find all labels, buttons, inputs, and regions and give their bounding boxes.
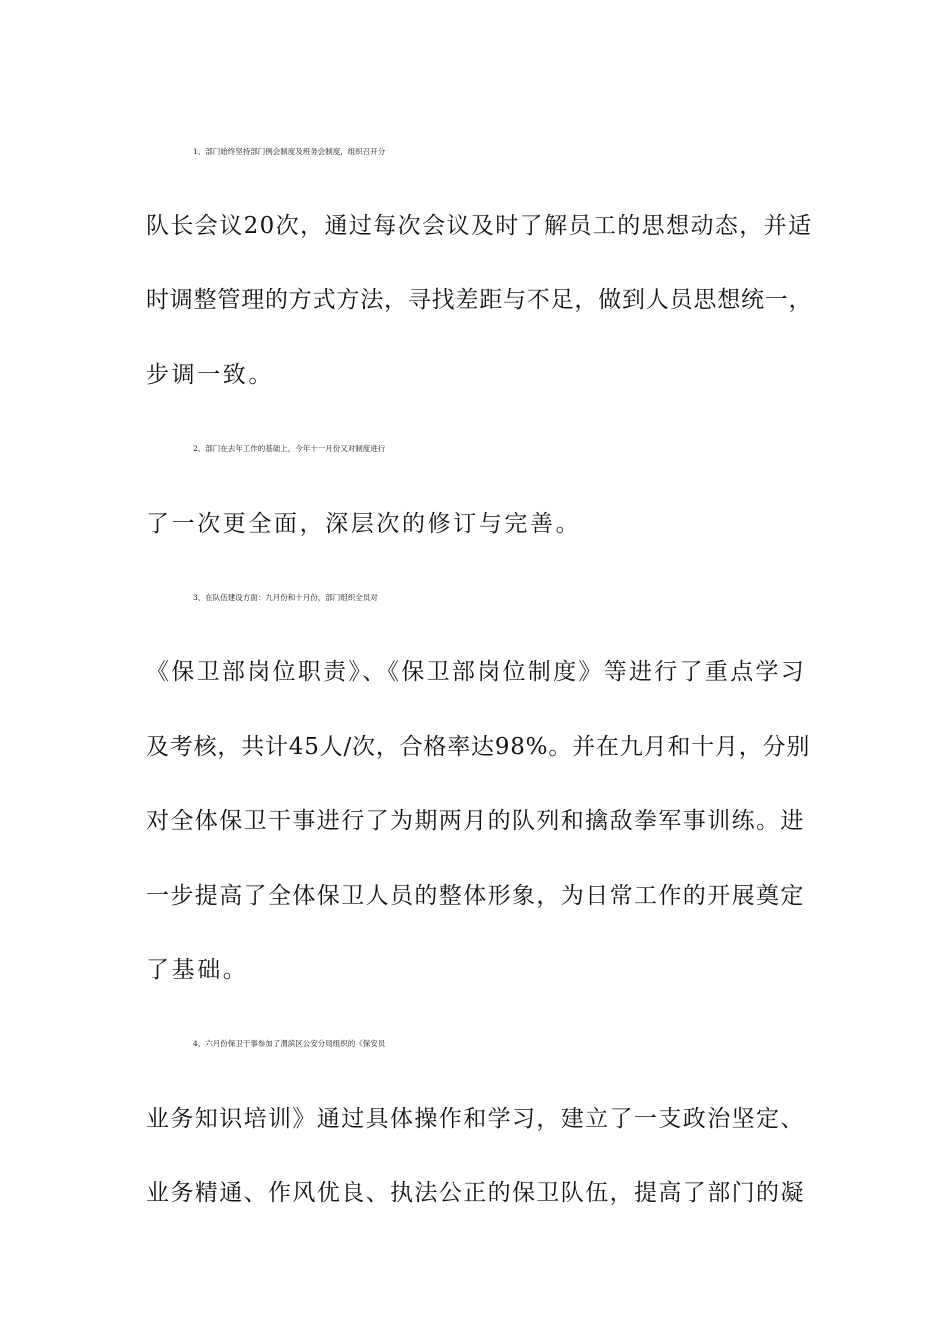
paragraph-1-line-4: 步调一致。 xyxy=(146,362,274,388)
paragraph-1-line-2: 队长会议20次，通过每次会议及时了解员工的思想动态，并适 xyxy=(146,213,813,239)
paragraph-1-line-1: 1、部门始终坚持部门例会制度及班务会制度，组织召开分 xyxy=(193,147,386,156)
paragraph-3-line-2: 《保卫部岗位职责》、《保卫部岗位制度》等进行了重点学习 xyxy=(146,659,807,685)
paragraph-3-line-6: 了基础。 xyxy=(146,957,249,983)
paragraph-4-line-3: 业务精通、作风优良、执法公正的保卫队伍，提高了部门的凝 xyxy=(146,1180,805,1206)
paragraph-2-line-2: 了一次更全面，深层次的修订与完善。 xyxy=(146,511,582,537)
paragraph-3-line-4: 对全体保卫干事进行了为期两月的队列和擒敌拳军事训练。进 xyxy=(146,808,805,834)
paragraph-2-line-1: 2、部门在去年工作的基础上，今年十一月份又对制度进行 xyxy=(193,444,386,453)
paragraph-3-line-5: 一步提高了全体保卫人员的整体形象，为日常工作的开展奠定 xyxy=(146,883,805,909)
paragraph-4-line-2: 业务知识培训》通过具体操作和学习，建立了一支政治坚定、 xyxy=(146,1106,805,1132)
paragraph-3-line-3: 及考核，共计45人/次，合格率达98%。并在九月和十月，分别 xyxy=(146,734,811,760)
paragraph-3-line-1: 3、在队伍建设方面：九月份和十月份，部门组织全员对 xyxy=(193,593,378,602)
paragraph-1-line-3: 时调整管理的方式方法，寻找差距与不足，做到人员思想统一， xyxy=(146,287,813,313)
paragraph-4-line-1: 4、六月份保卫干事参加了渭滨区公安分局组织的《保安员 xyxy=(193,1039,386,1048)
